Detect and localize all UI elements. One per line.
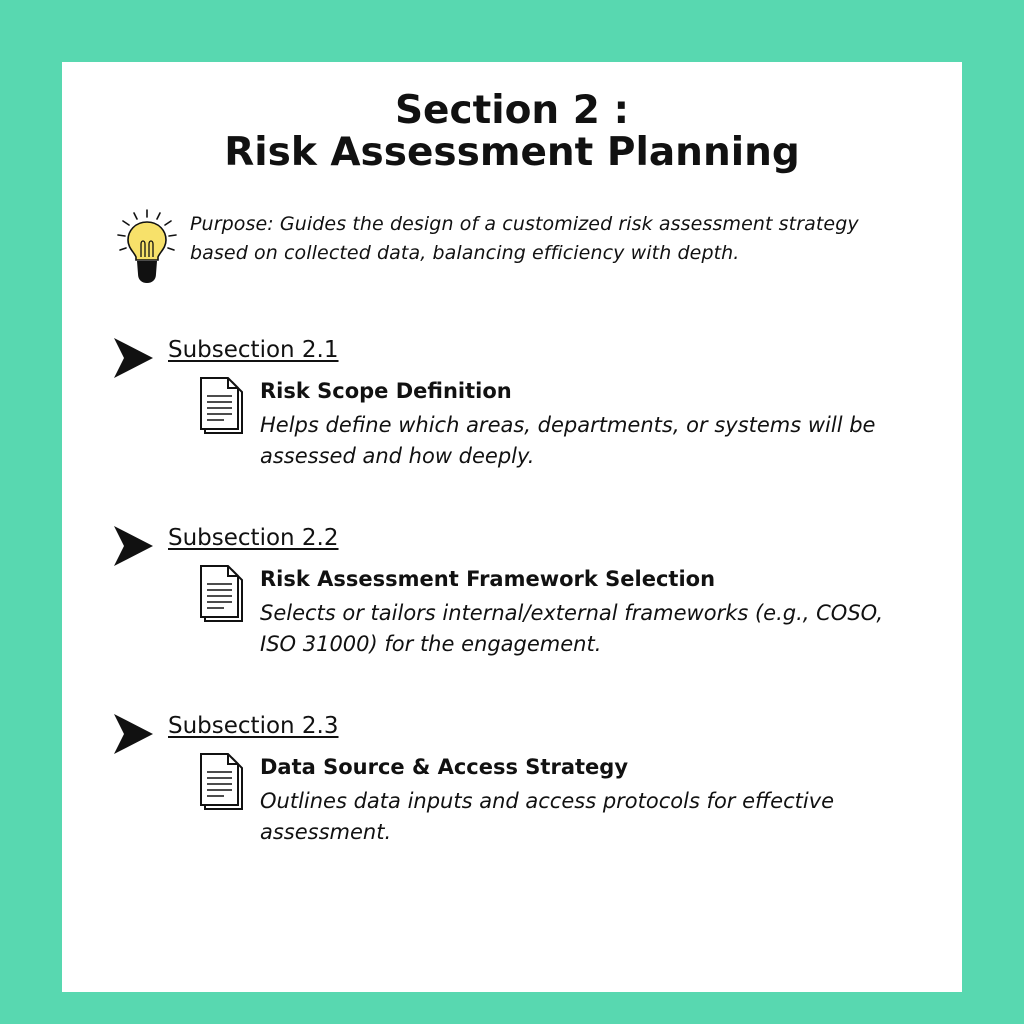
- content-card: [62, 62, 962, 992]
- lightbulb-icon: [114, 208, 180, 284]
- subsection-label[interactable]: Subsection 2.3: [168, 713, 339, 739]
- document-icon: [198, 376, 246, 436]
- subsection-label[interactable]: Subsection 2.2: [168, 525, 339, 551]
- item-title: Risk Assessment Framework Selection: [260, 567, 716, 591]
- arrow-bullet-icon: [112, 712, 154, 756]
- purpose-line-2: based on collected data, balancing efficiency with depth.: [190, 242, 740, 264]
- item-description: Helps define which areas, departments, or systems will be assessed and how deeply.: [260, 413, 876, 468]
- page-title: [62, 90, 962, 174]
- item-description: Selects or tailors internal/external frameworks (e.g., COSO, ISO 31000) for the engagement.: [260, 601, 883, 656]
- arrow-bullet-icon: [112, 524, 154, 568]
- arrow-bullet-icon: [112, 336, 154, 380]
- subsection-label[interactable]: Subsection 2.1: [168, 337, 339, 363]
- item-title: Risk Scope Definition: [260, 379, 512, 403]
- title-line-1: Section 2 :: [394, 88, 630, 133]
- purpose-text: [190, 210, 950, 268]
- title-line-2: Risk Assessment Planning: [224, 130, 800, 175]
- item-title: Data Source & Access Strategy: [260, 755, 629, 779]
- purpose-line-1: Purpose: Guides the design of a customized risk assessment strategy: [190, 213, 859, 235]
- item-description: Outlines data inputs and access protocols for effective assessment.: [260, 789, 835, 844]
- document-icon: [198, 752, 246, 812]
- document-icon: [198, 564, 246, 624]
